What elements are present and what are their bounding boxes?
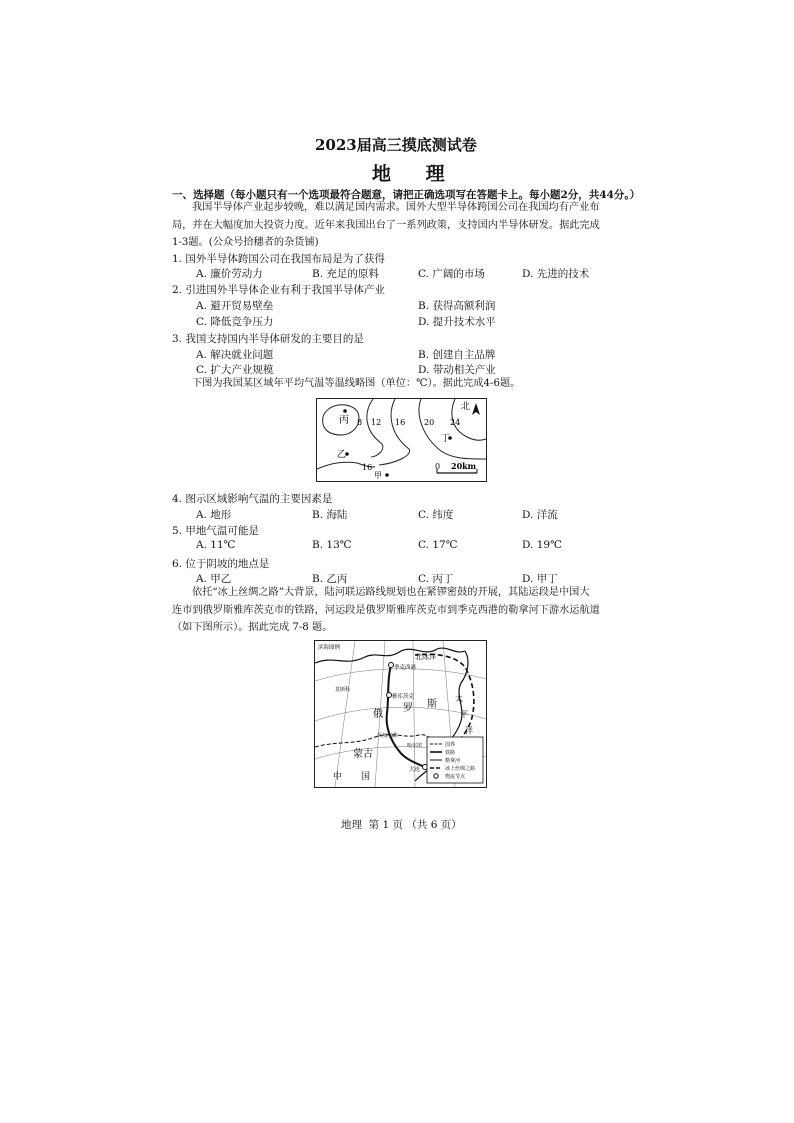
question-1-option-b[interactable]: B. 充足的原料 [312, 268, 379, 280]
legend-river: 勒拿河 [445, 758, 461, 764]
label-pacific-3: 洋 [465, 726, 473, 735]
question-2-option-a[interactable]: A. 避开贸易壁垒 [196, 300, 274, 312]
question-3-option-b[interactable]: B. 创建自主品牌 [418, 349, 496, 361]
isotherm-label-16-lower: 16 [362, 463, 373, 472]
subject-title: 地 理 [372, 163, 459, 185]
isotherm-label-24: 24 [450, 418, 461, 427]
question-5-option-c[interactable]: C. 17℃ [418, 539, 458, 551]
passage-1-line-2: 局，并在大幅度加大投资力度。近年来我国出台了一系列政策，支持国内半导体研发。据此完成 [172, 219, 600, 231]
passage-1-line-3: 1-3题。(公众号拾穗者的杂货铺) [172, 237, 319, 248]
passage-3-line-1: 依托“冰上丝绸之路”大背景，陆河联运路线规划也在紧锣密鼓的开展，其陆运段是中国大 [192, 587, 590, 598]
corner-label: 滨海图例 [318, 645, 341, 651]
question-3-option-d[interactable]: D. 带动相关产业 [418, 364, 496, 376]
legend-rail: 铁路 [445, 750, 456, 756]
label-bing: 丙 [339, 415, 349, 426]
isotherm-label-12: 12 [371, 418, 382, 427]
question-1-option-a[interactable]: A. 廉价劳动力 [196, 268, 263, 280]
passage-1-line-1: 我国半导体产业起步较晚，难以满足国内需求。国外大型半导体跨国公司在我国均有产业布 [192, 202, 600, 213]
label-pacific-1: 太 [455, 694, 463, 703]
label-mongolia: 蒙古 [353, 749, 373, 760]
question-3-option-c[interactable]: C. 扩大产业规模 [196, 364, 274, 376]
question-1-option-d[interactable]: D. 先进的技术 [522, 268, 590, 280]
isotherm-label-16: 16 [395, 418, 406, 427]
scale-distance: 20km [451, 461, 477, 471]
label-china-2: 国 [361, 772, 371, 782]
legend-route: 冰上丝绸之路 [445, 766, 476, 772]
label-yi: 乙 [337, 450, 347, 460]
label-other-2: 贝加尔湖 [377, 733, 398, 739]
label-other-1: 莫斯科 [335, 687, 351, 693]
north-arrow-icon [472, 403, 480, 415]
question-5-stem: 5. 甲地气温可能是 [172, 525, 259, 537]
label-tiksi: 季克西港 [394, 665, 417, 671]
question-6-option-c[interactable]: C. 丙丁 [418, 573, 454, 585]
question-5-option-b[interactable]: B. 13℃ [312, 539, 352, 551]
label-russia-3: 斯 [427, 699, 437, 710]
scale-zero: 0 [435, 462, 441, 471]
label-dalian: 大连 [409, 767, 421, 773]
label-jia: 甲 [374, 471, 382, 480]
question-2-option-b[interactable]: B. 获得高额利润 [418, 300, 496, 312]
question-1-stem: 1. 国外半导体跨国公司在我国布局是为了获得 [172, 253, 385, 265]
question-3-option-a[interactable]: A. 解决就业问题 [196, 349, 274, 361]
question-6-option-a[interactable]: A. 甲乙 [196, 573, 232, 585]
question-2-option-d[interactable]: D. 提升技术水平 [418, 316, 496, 328]
passage-2: 下图为我国某区域年平均气温等温线略图（单位：℃）。据此完成4-6题。 [192, 378, 521, 389]
label-russia-2: 罗 [403, 703, 413, 714]
question-2-stem: 2. 引进国外半导体企业有利于我国半导体产业 [172, 284, 385, 296]
label-pacific-2: 平 [460, 710, 468, 719]
isotherm-12-line [367, 399, 383, 457]
silk-road-map-svg [315, 641, 486, 787]
point-jia [385, 473, 389, 477]
isotherm-map [316, 398, 487, 482]
question-3-stem: 3. 我国支持国内半导体研发的主要目的是 [172, 333, 364, 345]
node-tiksi [389, 663, 394, 668]
rail-river-route [387, 665, 425, 767]
point-bing [343, 409, 347, 413]
isotherm-16-line [379, 399, 410, 465]
label-yakutsk: 雅库茨克 [392, 694, 415, 700]
passage-1 [172, 199, 600, 252]
question-6-option-d[interactable]: D. 甲丁 [522, 573, 558, 585]
north-label: 北 [461, 402, 471, 412]
legend-node: 物流节点 [445, 774, 466, 780]
isotherm-label-8: 8 [357, 418, 363, 427]
question-6-option-b[interactable]: B. 乙丙 [312, 573, 348, 585]
question-4-option-a[interactable]: A. 地形 [196, 509, 232, 521]
question-5-option-d[interactable]: D. 19℃ [522, 539, 562, 551]
label-russia-1: 俄 [373, 709, 383, 720]
question-6-stem: 6. 位于阴坡的地点是 [172, 558, 270, 570]
label-other-3: 哈尔滨 [407, 743, 423, 749]
label-ding: 丁 [441, 434, 451, 444]
question-5-option-a[interactable]: A. 11℃ [196, 539, 236, 551]
question-1-option-c[interactable]: C. 广阔的市场 [418, 268, 485, 280]
passage-3-line-3: （如下图所示）。据此完成 7-8 题。 [172, 622, 333, 633]
question-4-stem: 4. 图示区域影响气温的主要因素是 [172, 493, 333, 505]
silk-road-map [314, 640, 487, 788]
section-heading: 一、选择题（每小题只有一个选项最符合题意，请把正确选项写在答题卡上。每小题2分，共44分。） [172, 189, 641, 201]
node-yakutsk [387, 693, 392, 698]
question-4-option-d[interactable]: D. 洋流 [522, 509, 558, 521]
label-china-1: 中 [333, 772, 343, 782]
question-4-option-c[interactable]: C. 纬度 [418, 509, 454, 521]
label-arctic: 北冰洋 [415, 653, 436, 661]
exam-title: 2023届高三摸底测试卷 [315, 136, 477, 154]
question-4-option-b[interactable]: B. 海陆 [312, 509, 348, 521]
isotherm-map-svg [317, 399, 486, 481]
legend-border: 国界 [445, 742, 456, 748]
question-2-option-c[interactable]: C. 降低竞争压力 [196, 316, 274, 328]
passage-3 [172, 584, 600, 637]
passage-3-line-2: 连市到俄罗斯雅库茨克市的铁路，河运段是俄罗斯雅库茨克市到季克西港的勒拿河下游水运航道 [172, 604, 600, 616]
legend-swatch-node [434, 774, 438, 778]
page-footer: 地理 第 1 页 （共 6 页） [341, 819, 462, 831]
isotherm-label-20: 20 [424, 418, 435, 427]
